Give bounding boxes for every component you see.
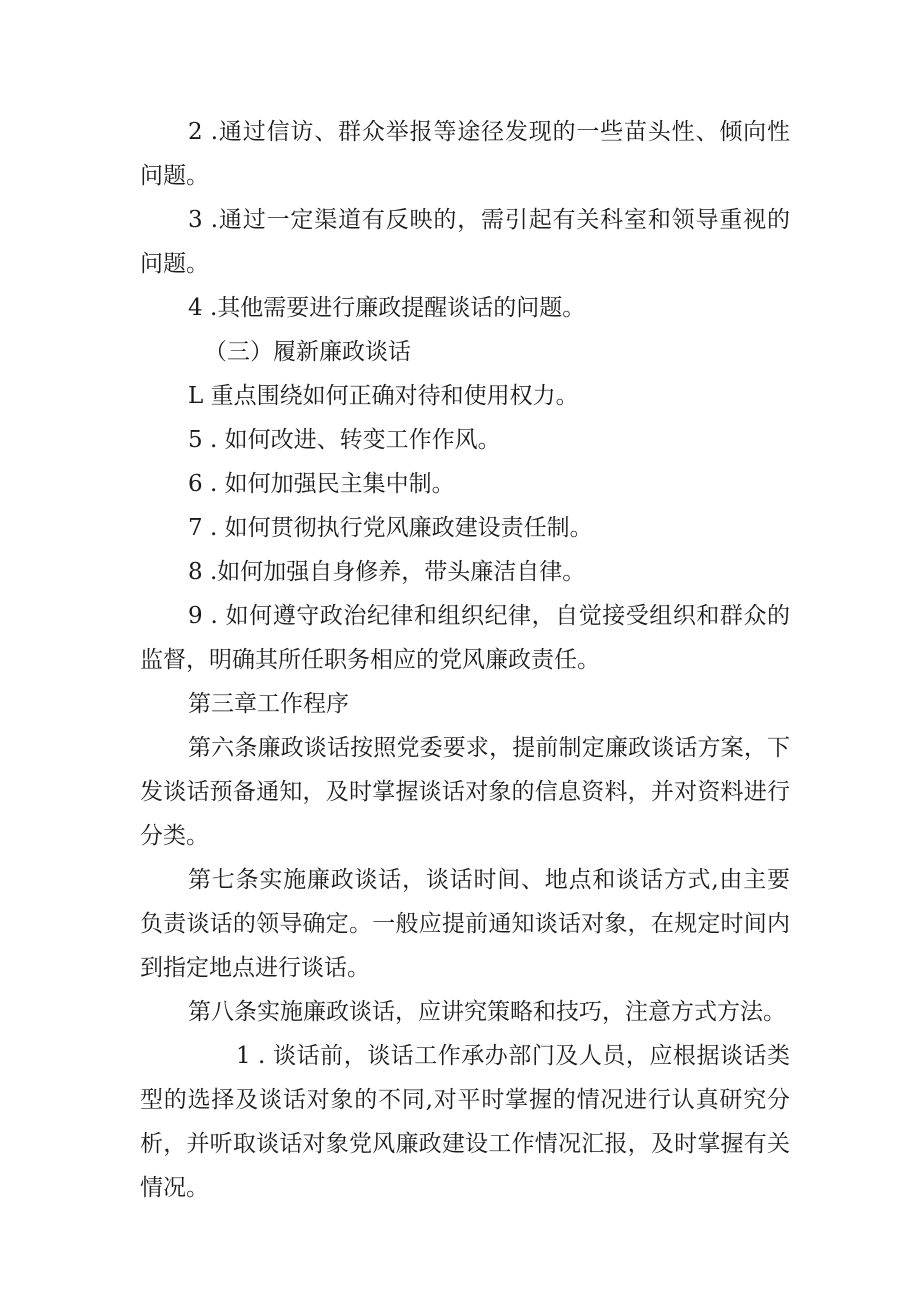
article-8: 第八条实施廉政谈话，应讲究策略和技巧，注意方式方法。 (188, 999, 786, 1025)
paragraph-item-4: 4 .其他需要进行廉政提醒谈话的问题。 (188, 295, 586, 321)
paragraph-item-7: 7 . 如何贯彻执行党风廉政建设责任制。 (188, 515, 593, 541)
item-number: 1 (236, 1043, 251, 1069)
paragraph-item-9: 9 . 如何遵守政治纪律和组织纪律，自觉接受组织和群众的监督，明确其所任职务相应的党风廉政责任。 (140, 603, 790, 673)
chapter-heading: 第三章工作程序 (188, 691, 349, 717)
article-7: 第七条实施廉政谈话，谈话时间、地点和谈话方式,由主要负责谈话的领导确定。一般应提前通知谈话对象，在规定时间内到指定地点进行谈话。 (140, 867, 790, 981)
section-heading-3: （三）履新廉政谈话 (204, 339, 411, 365)
paragraph-item-1-before-talk (140, 1034, 790, 1210)
paragraph-item-2: 2 .通过信访、群众举报等途径发现的一些苗头性、倾向性问题。 (140, 119, 790, 189)
item-text: . 谈话前，谈话工作承办部门及人员，应根据谈话类型的选择及谈话对象的不同,对平时掌握的情况进行认真研究分析，并听取谈话对象党风廉政建设工作情况汇报，及时掌握有关情况。 (140, 1043, 790, 1201)
paragraph-item-l: L 重点围绕如何正确对待和使用权力。 (188, 383, 579, 409)
paragraph-item-8: 8 .如何加强自身修养，带头廉洁自律。 (188, 559, 586, 585)
document-page (140, 110, 790, 1210)
paragraph-item-3: 3 .通过一定渠道有反映的，需引起有关科室和领导重视的问题。 (140, 207, 790, 277)
paragraph-item-6: 6 . 如何加强民主集中制。 (188, 471, 455, 497)
paragraph-item-5: 5 . 如何改进、转变工作作风。 (188, 427, 501, 453)
article-6: 第六条廉政谈话按照党委要求，提前制定廉政谈话方案，下发谈话预备通知，及时掌握谈话对象的信息资料，并对资料进行分类。 (140, 735, 790, 849)
